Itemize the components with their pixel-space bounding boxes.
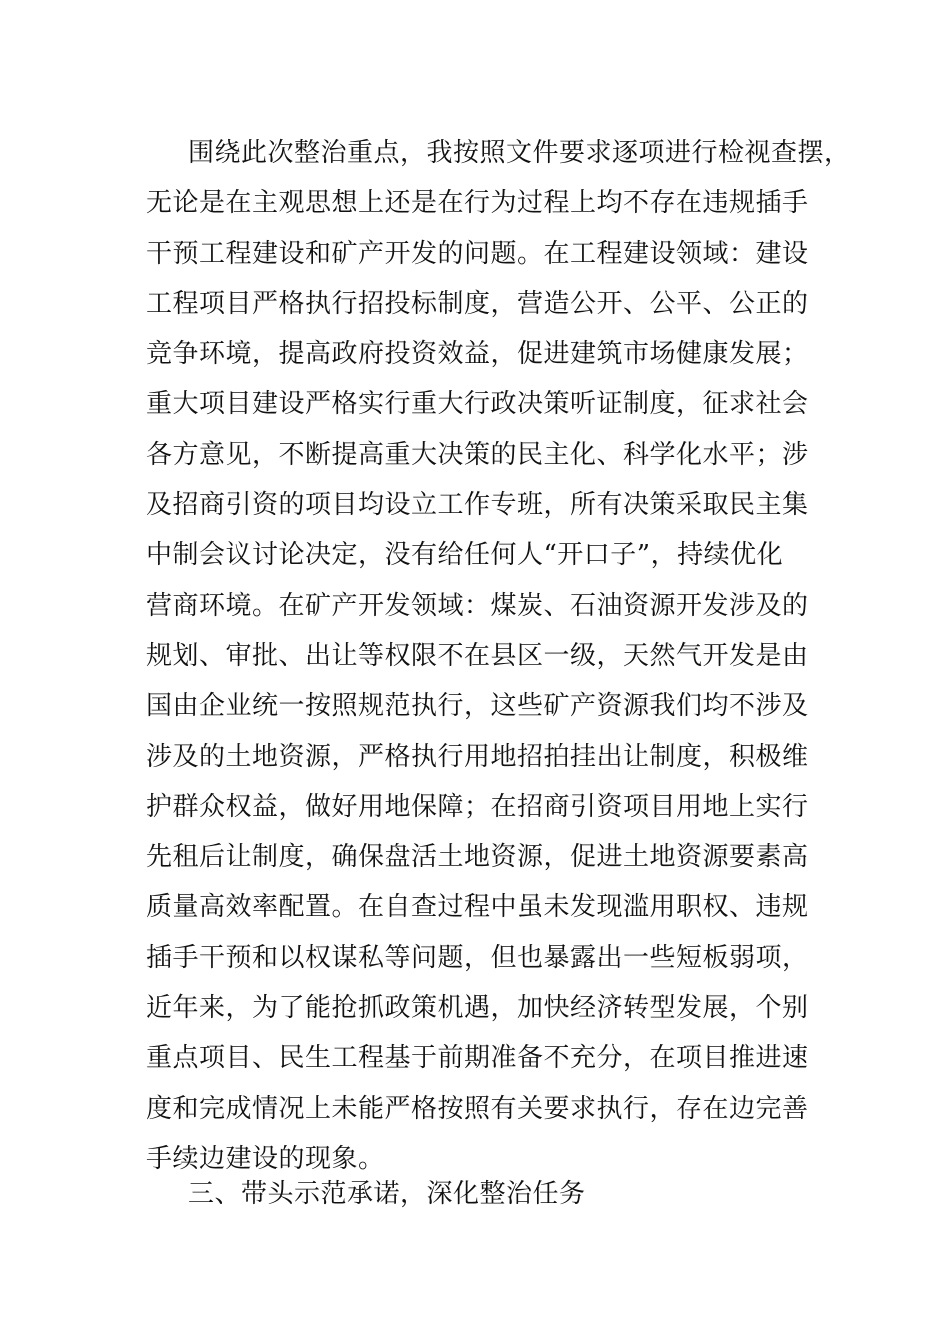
paragraph-line: 及招商引资的项目均设立工作专班，所有决策采取民主集 (146, 490, 809, 521)
paragraph-line: 重大项目建设严格实行重大行政决策听证制度，征求社会 (146, 389, 809, 420)
paragraph-line: 手续边建设的现象。 (146, 1143, 385, 1174)
paragraph-line: 干预工程建设和矿产开发的问题。在工程建设领域：建设 (146, 238, 809, 269)
paragraph-line: 重点项目、民生工程基于前期准备不充分，在项目推进速 (146, 1043, 809, 1074)
paragraph-line: 插手干预和以权谋私等问题，但也暴露出一些短板弱项， (146, 942, 809, 973)
paragraph-line: 规划、审批、出让等权限不在县区一级，天然气开发是由 (146, 640, 809, 671)
paragraph-line: 涉及的土地资源，严格执行用地招拍挂出让制度，积极维 (146, 741, 809, 772)
paragraph-line: 先租后让制度，确保盘活土地资源，促进土地资源要素高 (146, 842, 809, 873)
paragraph-line: 国由企业统一按照规范执行，这些矿产资源我们均不涉及 (146, 691, 809, 722)
paragraph-line: 中制会议讨论决定，没有给任何人“开口子”，持续优化 (146, 540, 784, 571)
section-heading: 三、带头示范承诺，深化整治任务 (188, 1179, 586, 1209)
paragraph-line: 度和完成情况上未能严格按照有关要求执行，存在边完善 (146, 1093, 809, 1124)
paragraph-line: 护群众权益，做好用地保障；在招商引资项目用地上实行 (146, 791, 809, 822)
paragraph-line: 竞争环境，提高政府投资效益，促进建筑市场健康发展； (146, 339, 809, 370)
paragraph-line: 营商环境。在矿产开发领域：煤炭、石油资源开发涉及的 (146, 590, 809, 621)
paragraph-line: 质量高效率配置。在自查过程中虽未发现滥用职权、违规 (146, 892, 809, 923)
paragraph-line: 围绕此次整治重点，我按照文件要求逐项进行检视查摆， (188, 138, 851, 168)
paragraph-line: 无论是在主观思想上还是在行为过程上均不存在违规插手 (146, 188, 809, 219)
body-paragraph (146, 128, 851, 1184)
paragraph-line: 各方意见，不断提高重大决策的民主化、科学化水平；涉 (146, 439, 809, 470)
paragraph-line: 工程项目严格执行招投标制度，营造公开、公平、公正的 (146, 288, 809, 319)
paragraph-line: 近年来，为了能抢抓政策机遇，加快经济转型发展，个别 (146, 993, 809, 1024)
